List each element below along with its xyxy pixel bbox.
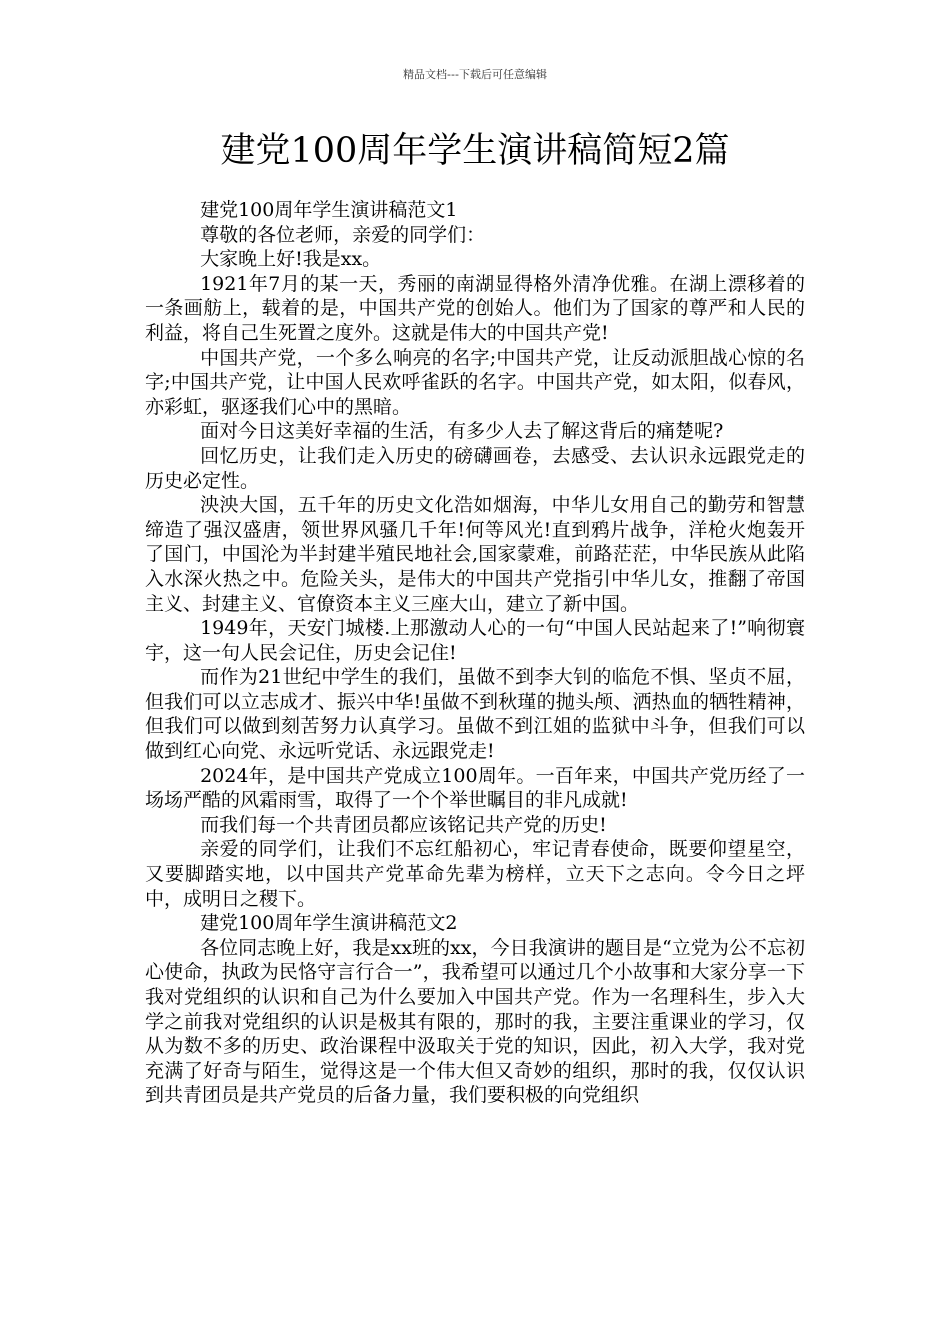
body-paragraph: 而我们每一个共青团员都应该铭记共产党的历史! <box>200 813 607 836</box>
body-paragraph: 回忆历史，让我们走入历史的磅礴画卷，去感受、去认识永远跟党走的历史必定性。 <box>145 444 805 492</box>
document-body <box>145 198 805 1108</box>
body-paragraph: 中国共产党，一个多么响亮的名字;中国共产党，让反动派胆战心惊的名字;中国共产党，让中国人民欢呼雀跃的名字。中国共产党，如太阳，似春风，亦彩虹，驱逐我们心中的黑暗。 <box>145 346 805 418</box>
body-paragraph: 泱泱大国，五千年的历史文化浩如烟海，中华儿女用自己的勤劳和智慧缔造了强汉盛唐，领世界风骚几千年!何等风光!直到鸦片战争，洋枪火炮轰开了国门，中国沦为半封建半殖民地社会,国家蒙难，前路茫茫，中华民族从此陷入水深火热之中。危险关头，是伟大的中国共产党指引中华儿女，推翻了帝国主义、封建主义、官僚资本主义三座大山，建立了新中国。 <box>145 494 805 615</box>
body-paragraph: 亲爱的同学们，让我们不忘红船初心，牢记青春使命，既要仰望星空，又要脚踏实地，以中国共产党革命先辈为榜样，立天下之志向。令今日之坪中，成明日之稷下。 <box>145 838 805 910</box>
body-paragraph: 1949年，天安门城楼.上那激动人心的一句“中国人民站起来了!”响彻寰宇，这一句人民会记住，历史会记住! <box>145 617 805 664</box>
salutation: 尊敬的各位老师，亲爱的同学们： <box>200 223 486 246</box>
section-heading-1: 建党100周年学生演讲稿范文1 <box>200 199 458 221</box>
section-heading-2: 建党100周年学生演讲稿范文2 <box>200 912 458 935</box>
body-paragraph: 2024年，是中国共产党成立100周年。一百年来，中国共产党历经了一场场严酷的风霜雨雪，取得了一个个举世瞩目的非凡成就! <box>145 764 805 812</box>
body-paragraph: 1921年7月的某一天，秀丽的南湖显得格外清净优雅。在湖上漂移着的一条画舫上，载着的是，中国共产党的创始人。他们为了国家的尊严和人民的利益，将自己生死置之度外。这就是伟大的中国共产党! <box>145 272 805 344</box>
body-paragraph: 面对今日这美好幸福的生活，有多少人去了解这背后的痛楚呢? <box>200 420 724 443</box>
page-header: 精品文档---下载后可任意编辑 <box>403 68 547 81</box>
body-paragraph: 而作为21世纪中学生的我们，虽做不到李大钊的临危不惧、坚贞不屈，但我们可以立志成才、振兴中华!虽做不到秋瑾的抛头颅、洒热血的牺牲精神，但我们可以做到刻苦努力认真学习。虽做不到江姐的监狱中斗争，但我们可以做到红心向党、永远听党话、永远跟党走! <box>145 666 805 763</box>
document-title: 建党100周年学生演讲稿简短2篇 <box>220 131 730 171</box>
greeting: 大家晚上好!我是xx。 <box>200 248 382 271</box>
body-paragraph: 各位同志晚上好，我是xx班的xx，今日我演讲的题目是“立党为公不忘初心使命，执政为民恪守言行合一”，我希望可以通过几个小故事和大家分享一下我对党组织的认识和自己为什么要加入中国共产党。作为一名理科生，步入大学之前我对党组织的认识是极其有限的，那时的我，主要注重课业的学习，仅从为数不多的历史、政治课程中汲取关于党的知识，因此，初入大学，我对党充满了好奇与陌生，觉得这是一个伟大但又奇妙的组织，那时的我，仅仅认识到共青团员是共产党员的后备力量，我们要积极的向党组织 <box>145 936 805 1107</box>
